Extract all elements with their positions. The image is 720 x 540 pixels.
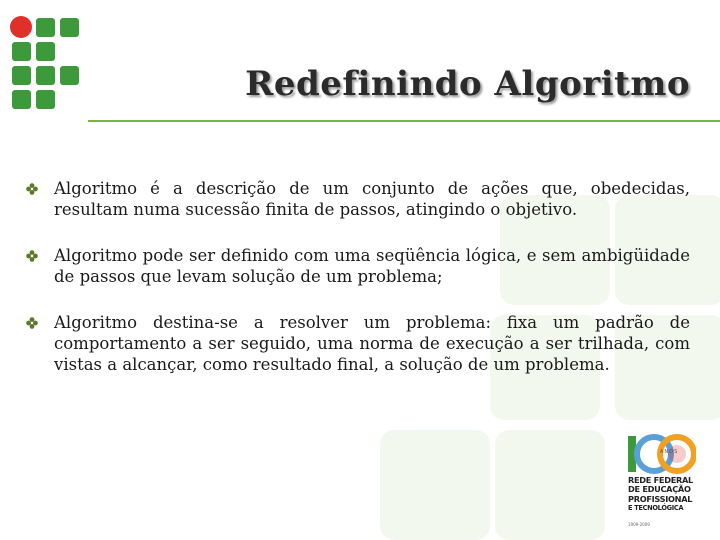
title-underline — [88, 120, 720, 122]
logo-red-dot — [10, 16, 32, 38]
institute-logo-icon — [10, 16, 85, 112]
bullet-item — [26, 178, 690, 220]
bullet-item — [26, 245, 690, 287]
bullet-item — [26, 312, 690, 375]
centenary-caption: ANOS — [660, 449, 679, 455]
logo-square — [60, 18, 79, 37]
logo-square — [36, 42, 55, 61]
background-square — [495, 430, 605, 540]
logo-square — [36, 66, 55, 85]
logo-square — [60, 66, 79, 85]
rede-line: REDE FEDERAL — [628, 475, 693, 485]
bullet-text: Algoritmo é a descrição de um conjunto de ações que, obedecidas, resultam numa sucessão finita de passos, atingindo o objetivo. — [54, 179, 690, 219]
logo-square — [12, 90, 31, 109]
rede-line: DE EDUCAÇÃO — [628, 484, 691, 495]
bullet-list — [26, 178, 690, 400]
background-square — [380, 430, 490, 540]
rede-federal-text — [628, 476, 694, 514]
logo-square — [36, 90, 55, 109]
rede-years: 1909-2009 — [628, 522, 650, 527]
rede-line: PROFISSIONAL — [628, 493, 693, 504]
logo-square — [12, 42, 31, 61]
diamond-flower-icon — [26, 250, 38, 262]
diamond-flower-icon — [26, 317, 38, 329]
logo-square — [36, 18, 55, 37]
rede-line: E TECNOLÓGICA — [628, 504, 684, 513]
bullet-text: Algoritmo pode ser definido com uma seqüência lógica, e sem ambigüidade de passos que levam solução de um problema; — [54, 246, 690, 286]
bullet-text: Algoritmo destina-se a resolver um problema: fixa um padrão de comportamento a ser seguido, uma norma de execução a ser trilhada, com vistas a alcançar, como resultado final, a solução de um problema. — [54, 313, 690, 374]
slide-title: Redefinindo Algoritmo — [245, 64, 690, 104]
logo-square — [12, 66, 31, 85]
diamond-flower-icon — [26, 183, 38, 195]
rede-federal-logo — [624, 432, 696, 528]
